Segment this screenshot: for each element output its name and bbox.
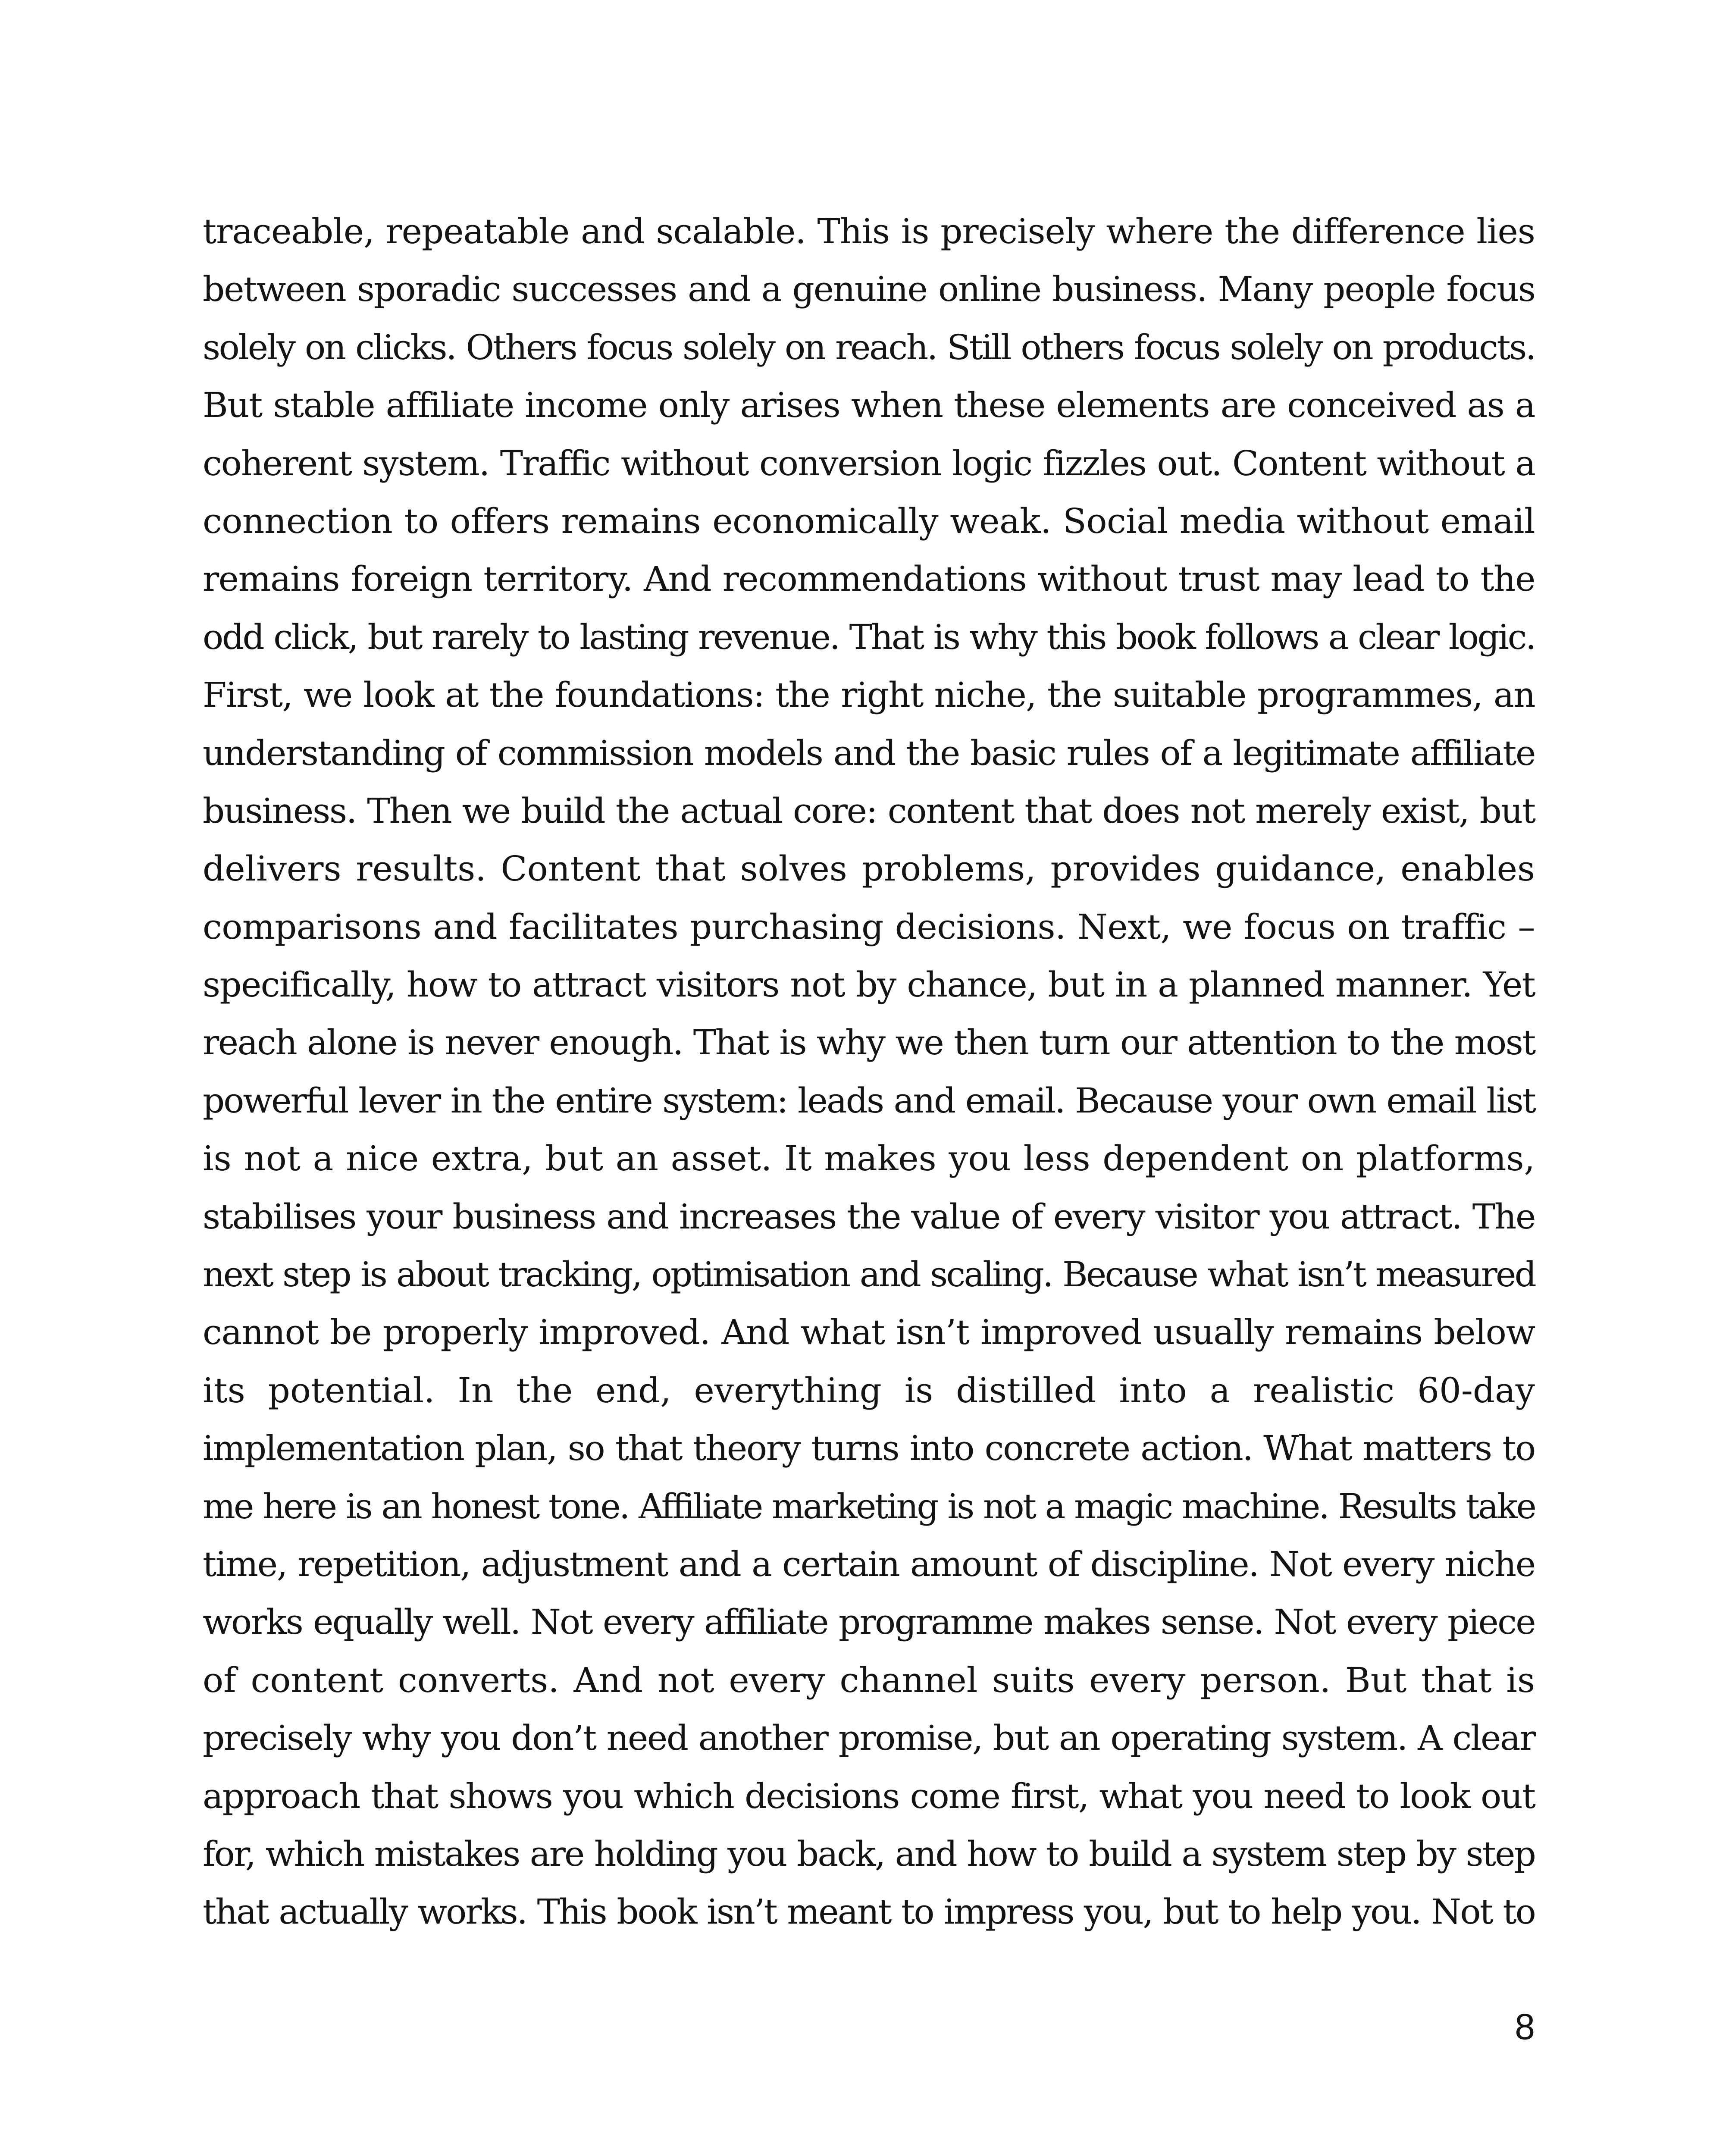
- body-text: [203, 203, 1535, 1941]
- text-line-29: for, which mistakes are holding you back, and how to build a system step by step: [203, 1833, 1535, 1874]
- text-line-18: stabilises your business and increases the value of every visitor you attract. The: [203, 1196, 1535, 1237]
- text-line-3: solely on clicks. Others focus solely on reach. Still others focus solely on products.: [203, 327, 1535, 367]
- text-line-15: reach alone is never enough. That is why we then turn our attention to the most: [203, 1022, 1535, 1063]
- text-line-21: its potential. In the end, everything is distilled into a realistic 60-day: [203, 1370, 1535, 1410]
- text-line-23: me here is an honest tone. Affiliate marketing is not a magic machine. Results take: [203, 1486, 1535, 1526]
- text-line-11: business. Then we build the actual core: content that does not merely exist, but: [203, 790, 1535, 831]
- text-line-24: time, repetition, adjustment and a certain amount of discipline. Not every niche: [203, 1544, 1535, 1584]
- text-line-6: connection to offers remains economically weak. Social media without email: [203, 501, 1535, 541]
- page-number: 8: [1515, 2006, 1535, 2047]
- text-line-5: coherent system. Traffic without conversion logic fizzles out. Content without a: [203, 443, 1535, 483]
- text-line-30: that actually works. This book isn’t meant to impress you, but to help you. Not to: [203, 1892, 1535, 1932]
- text-line-20: cannot be properly improved. And what isn’t improved usually remains below: [203, 1312, 1535, 1353]
- text-line-22: implementation plan, so that theory turns into concrete action. What matters to: [203, 1428, 1535, 1469]
- text-line-8: odd click, but rarely to lasting revenue. That is why this book follows a clear logic.: [203, 617, 1535, 657]
- text-line-1: traceable, repeatable and scalable. This is precisely where the difference lies: [203, 211, 1535, 251]
- text-line-27: precisely why you don’t need another promise, but an operating system. A clear: [203, 1718, 1535, 1758]
- text-line-14: specifically, how to attract visitors not by chance, but in a planned manner. Yet: [203, 965, 1535, 1005]
- text-line-13: comparisons and facilitates purchasing decisions. Next, we focus on traffic –: [203, 906, 1535, 947]
- text-line-16: powerful lever in the entire system: leads and email. Because your own email list: [203, 1080, 1535, 1121]
- text-line-7: remains foreign territory. And recommendations without trust may lead to the: [203, 559, 1535, 599]
- text-line-17: is not a nice extra, but an asset. It makes you less dependent on platforms,: [203, 1138, 1535, 1179]
- text-line-10: understanding of commission models and the basic rules of a legitimate affiliate: [203, 733, 1535, 773]
- text-line-28: approach that shows you which decisions come first, what you need to look out: [203, 1776, 1535, 1816]
- text-line-9: First, we look at the foundations: the right niche, the suitable programmes, an: [203, 675, 1535, 715]
- text-line-25: works equally well. Not every affiliate programme makes sense. Not every piece: [203, 1602, 1535, 1642]
- text-line-12: delivers results. Content that solves problems, provides guidance, enables: [203, 849, 1535, 889]
- text-line-4: But stable affiliate income only arises when these elements are conceived as a: [203, 385, 1535, 426]
- text-line-19: next step is about tracking, optimisation and scaling. Because what isn’t measured: [203, 1254, 1535, 1295]
- text-line-2: between sporadic successes and a genuine online business. Many people focus: [203, 269, 1535, 310]
- text-line-26: of content converts. And not every channel suits every person. But that is: [203, 1660, 1535, 1700]
